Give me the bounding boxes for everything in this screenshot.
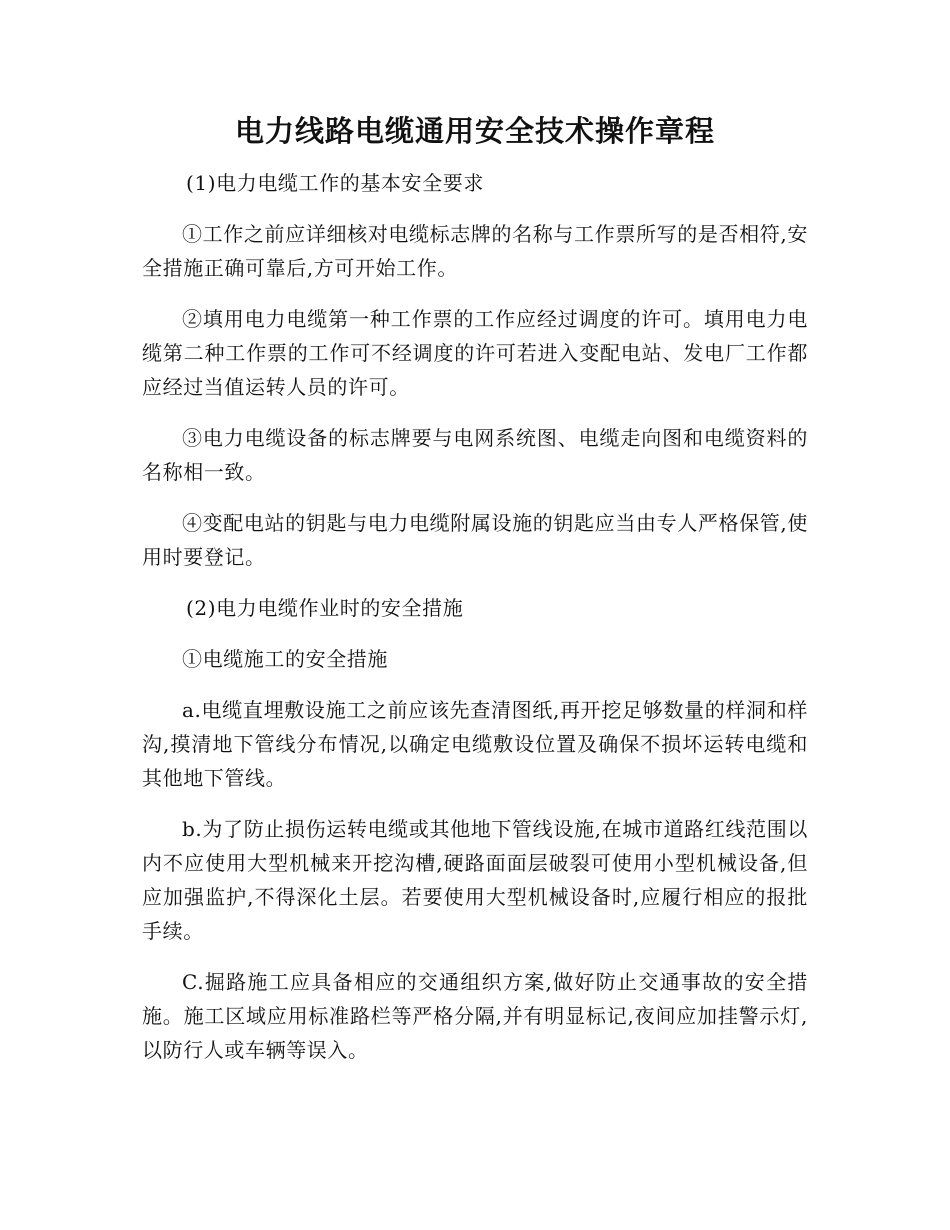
paragraph-item-b: b.为了防止损伤运转电缆或其他地下管线设施,在城市道路红线范围以内不应使用大型机械来开挖沟槽,硬路面面层破裂可使用小型机械设备,但应加强监护,不得深化土层。若要使用大型机械设备时,应履行相应的报批手续。 — [142, 817, 808, 943]
paragraph-item-2: ②填用电力电缆第一种工作票的工作应经过调度的许可。填用电力电缆第二种工作票的工作可不经调度的许可若进入变配电站、发电厂工作都应经过当值运转人员的许可。 — [142, 307, 808, 399]
section-heading-1: (1)电力电缆工作的基本安全要求 — [186, 171, 484, 195]
document-body — [142, 166, 808, 1084]
section-heading-2: (2)电力电缆作业时的安全措施 — [186, 596, 464, 620]
paragraph-item-1: ①工作之前应详细核对电缆标志牌的名称与工作票所写的是否相符,安全措施正确可靠后,方可开始工作。 — [142, 222, 808, 280]
paragraph-item-a: a.电缆直埋敷设施工之前应该先查清图纸,再开挖足够数量的样洞和样沟,摸清地下管线分布情况,以确定电缆敷设位置及确保不损坏运转电缆和其他地下管线。 — [142, 698, 808, 790]
paragraph-item-3: ③电力电缆设备的标志牌要与电网系统图、电缆走向图和电缆资料的名称相一致。 — [142, 426, 808, 484]
paragraph-item-4: ④变配电站的钥匙与电力电缆附属设施的钥匙应当由专人严格保管,使用时要登记。 — [142, 511, 808, 569]
paragraph-item-c: C.掘路施工应具备相应的交通组织方案,做好防止交通事故的安全措施。施工区域应用标准路栏等严格分隔,并有明显标记,夜间应加挂警示灯,以防行人或车辆等误入。 — [142, 970, 808, 1062]
subsection-heading-1: ①电缆施工的安全措施 — [182, 647, 388, 671]
document-title: 电力线路电缆通用安全技术操作章程 — [234, 114, 715, 148]
